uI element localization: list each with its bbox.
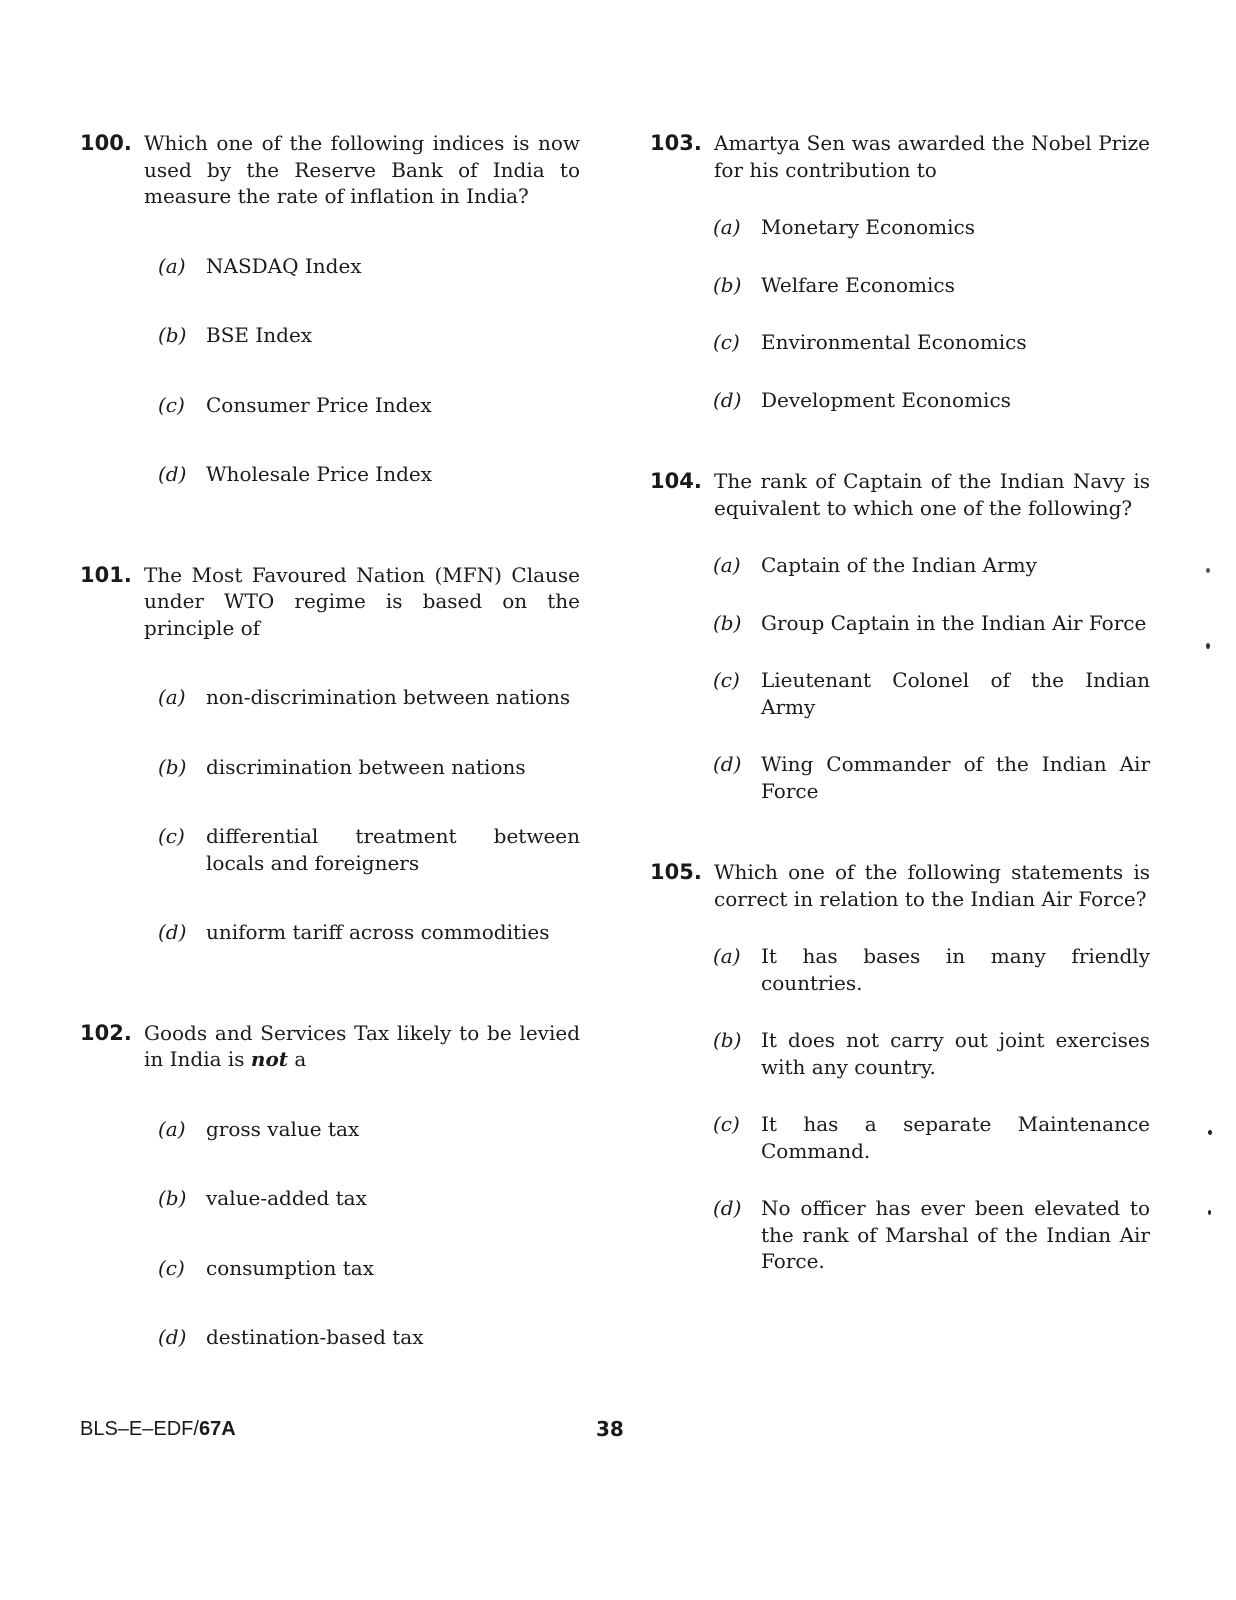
option-label: (d) — [713, 752, 742, 776]
option-text: It has bases in many friendly countries. — [761, 944, 1150, 995]
option-text: value-added tax — [206, 1186, 367, 1210]
option-text: Captain of the Indian Army — [761, 553, 1037, 577]
question-number: 103. — [650, 131, 702, 155]
option-label: (c) — [713, 330, 740, 354]
option-d — [713, 751, 1150, 804]
option-text: Wing Commander of the Indian Air Force — [761, 752, 1150, 803]
option-list — [80, 684, 580, 946]
option-a — [158, 1116, 580, 1143]
option-text: It does not carry out joint exercises with any country. — [761, 1028, 1150, 1079]
question-number: 102. — [80, 1020, 132, 1045]
option-c — [158, 1255, 580, 1282]
option-label: (a) — [713, 215, 741, 239]
option-text: Group Captain in the Indian Air Force — [761, 610, 1147, 635]
option-label: (d) — [713, 1196, 742, 1220]
question-stem — [144, 1020, 580, 1073]
option-c — [713, 667, 1150, 720]
question-103 — [650, 130, 1150, 413]
option-text: destination-based tax — [206, 1325, 424, 1349]
option-label: (a) — [158, 1116, 186, 1141]
option-b — [713, 272, 1150, 299]
question-101 — [80, 562, 580, 946]
option-label: (a) — [158, 685, 186, 709]
option-text: consumption tax — [206, 1255, 374, 1280]
option-text: non-discrimination between nations — [206, 685, 571, 709]
question-number: 101. — [80, 562, 132, 587]
right-column — [650, 130, 1150, 1275]
option-text: discrimination between nations — [206, 754, 526, 779]
question-102 — [80, 1020, 580, 1351]
question-100 — [80, 130, 580, 488]
option-label: (b) — [158, 1186, 187, 1210]
option-d — [158, 461, 580, 488]
option-a — [713, 943, 1150, 996]
scan-speck — [1206, 643, 1210, 649]
option-c — [713, 1111, 1150, 1164]
option-list — [80, 1116, 580, 1351]
question-stem: The rank of Captain of the Indian Navy is equivalent to which one of the following? — [714, 469, 1150, 520]
option-c — [158, 392, 580, 419]
option-list — [80, 253, 580, 488]
option-text: Lieutenant Colonel of the Indian Army — [761, 668, 1150, 719]
stem-emphasis: not — [250, 1047, 289, 1071]
option-text: Welfare Economics — [761, 272, 955, 297]
option-label: (a) — [713, 944, 741, 968]
option-text: BSE Index — [206, 323, 313, 347]
option-label: (a) — [158, 253, 186, 278]
question-number: 105. — [650, 860, 702, 884]
option-text: No officer has ever been elevated to the rank of Marshal of the Indian Air Force. — [761, 1196, 1150, 1273]
option-label: (d) — [158, 462, 187, 486]
stem-text-end: a — [288, 1047, 307, 1071]
option-text: Wholesale Price Index — [206, 462, 432, 486]
option-b — [158, 322, 580, 349]
option-label: (c) — [158, 392, 185, 417]
option-c — [158, 823, 580, 876]
option-b — [713, 1027, 1150, 1080]
option-label: (b) — [713, 610, 742, 635]
option-d — [713, 1195, 1150, 1275]
option-c — [713, 329, 1150, 356]
option-d — [158, 919, 580, 946]
option-list — [650, 943, 1150, 1275]
question-stem: Amartya Sen was awarded the Nobel Prize for his contribution to — [714, 131, 1150, 182]
option-a — [713, 214, 1150, 241]
question-stem: Which one of the following indices is now used by the Reserve Bank of India to measure the rate of inflation in India? — [144, 131, 580, 208]
option-a — [158, 684, 580, 711]
option-label: (a) — [713, 553, 741, 577]
option-text: NASDAQ Index — [206, 253, 362, 278]
option-label: (d) — [713, 387, 742, 412]
option-list — [650, 552, 1150, 804]
scan-speck — [1208, 1130, 1212, 1135]
option-label: (b) — [158, 754, 187, 779]
question-number: 100. — [80, 131, 132, 155]
option-text: uniform tariff across commodities — [206, 920, 550, 944]
option-label: (b) — [713, 272, 742, 297]
question-stem: The Most Favoured Nation (MFN) Clause under WTO regime is based on the principle of — [144, 562, 580, 640]
option-text: It has a separate Maintenance Command. — [761, 1112, 1150, 1163]
paper-code-prefix: BLS–E–EDF/ — [80, 1418, 199, 1440]
option-text: Development Economics — [761, 387, 1011, 412]
scan-speck — [1206, 568, 1210, 573]
option-label: (d) — [158, 1325, 187, 1349]
stem-text: Goods and Services Tax likely to be levied in India is — [144, 1020, 580, 1071]
option-text: Consumer Price Index — [206, 392, 432, 417]
option-text: gross value tax — [206, 1116, 360, 1141]
question-number: 104. — [650, 469, 702, 493]
option-b — [158, 1185, 580, 1212]
scan-speck — [1208, 1210, 1211, 1215]
option-label: (b) — [713, 1028, 742, 1052]
option-text: Monetary Economics — [761, 215, 976, 239]
option-label: (d) — [158, 920, 187, 944]
question-104 — [650, 468, 1150, 804]
option-a — [158, 253, 580, 280]
option-text: differential treatment between locals and foreigners — [206, 824, 580, 875]
option-text: Environmental Economics — [761, 330, 1027, 354]
option-b — [158, 754, 580, 781]
left-column — [80, 130, 580, 1351]
question-stem: Which one of the following statements is correct in relation to the Indian Air Force? — [714, 860, 1150, 911]
option-list — [650, 214, 1150, 413]
option-label: (c) — [713, 1112, 740, 1136]
option-b — [713, 610, 1150, 637]
option-label: (c) — [158, 824, 185, 848]
option-label: (c) — [158, 1255, 185, 1280]
option-a — [713, 552, 1150, 579]
paper-code-suffix: 67A — [198, 1418, 236, 1440]
option-label: (c) — [713, 668, 740, 692]
option-d — [158, 1324, 580, 1351]
option-label: (b) — [158, 323, 187, 347]
option-d — [713, 387, 1150, 414]
question-105 — [650, 859, 1150, 1275]
paper-code — [80, 1417, 236, 1441]
page-number: 38 — [596, 1417, 624, 1441]
